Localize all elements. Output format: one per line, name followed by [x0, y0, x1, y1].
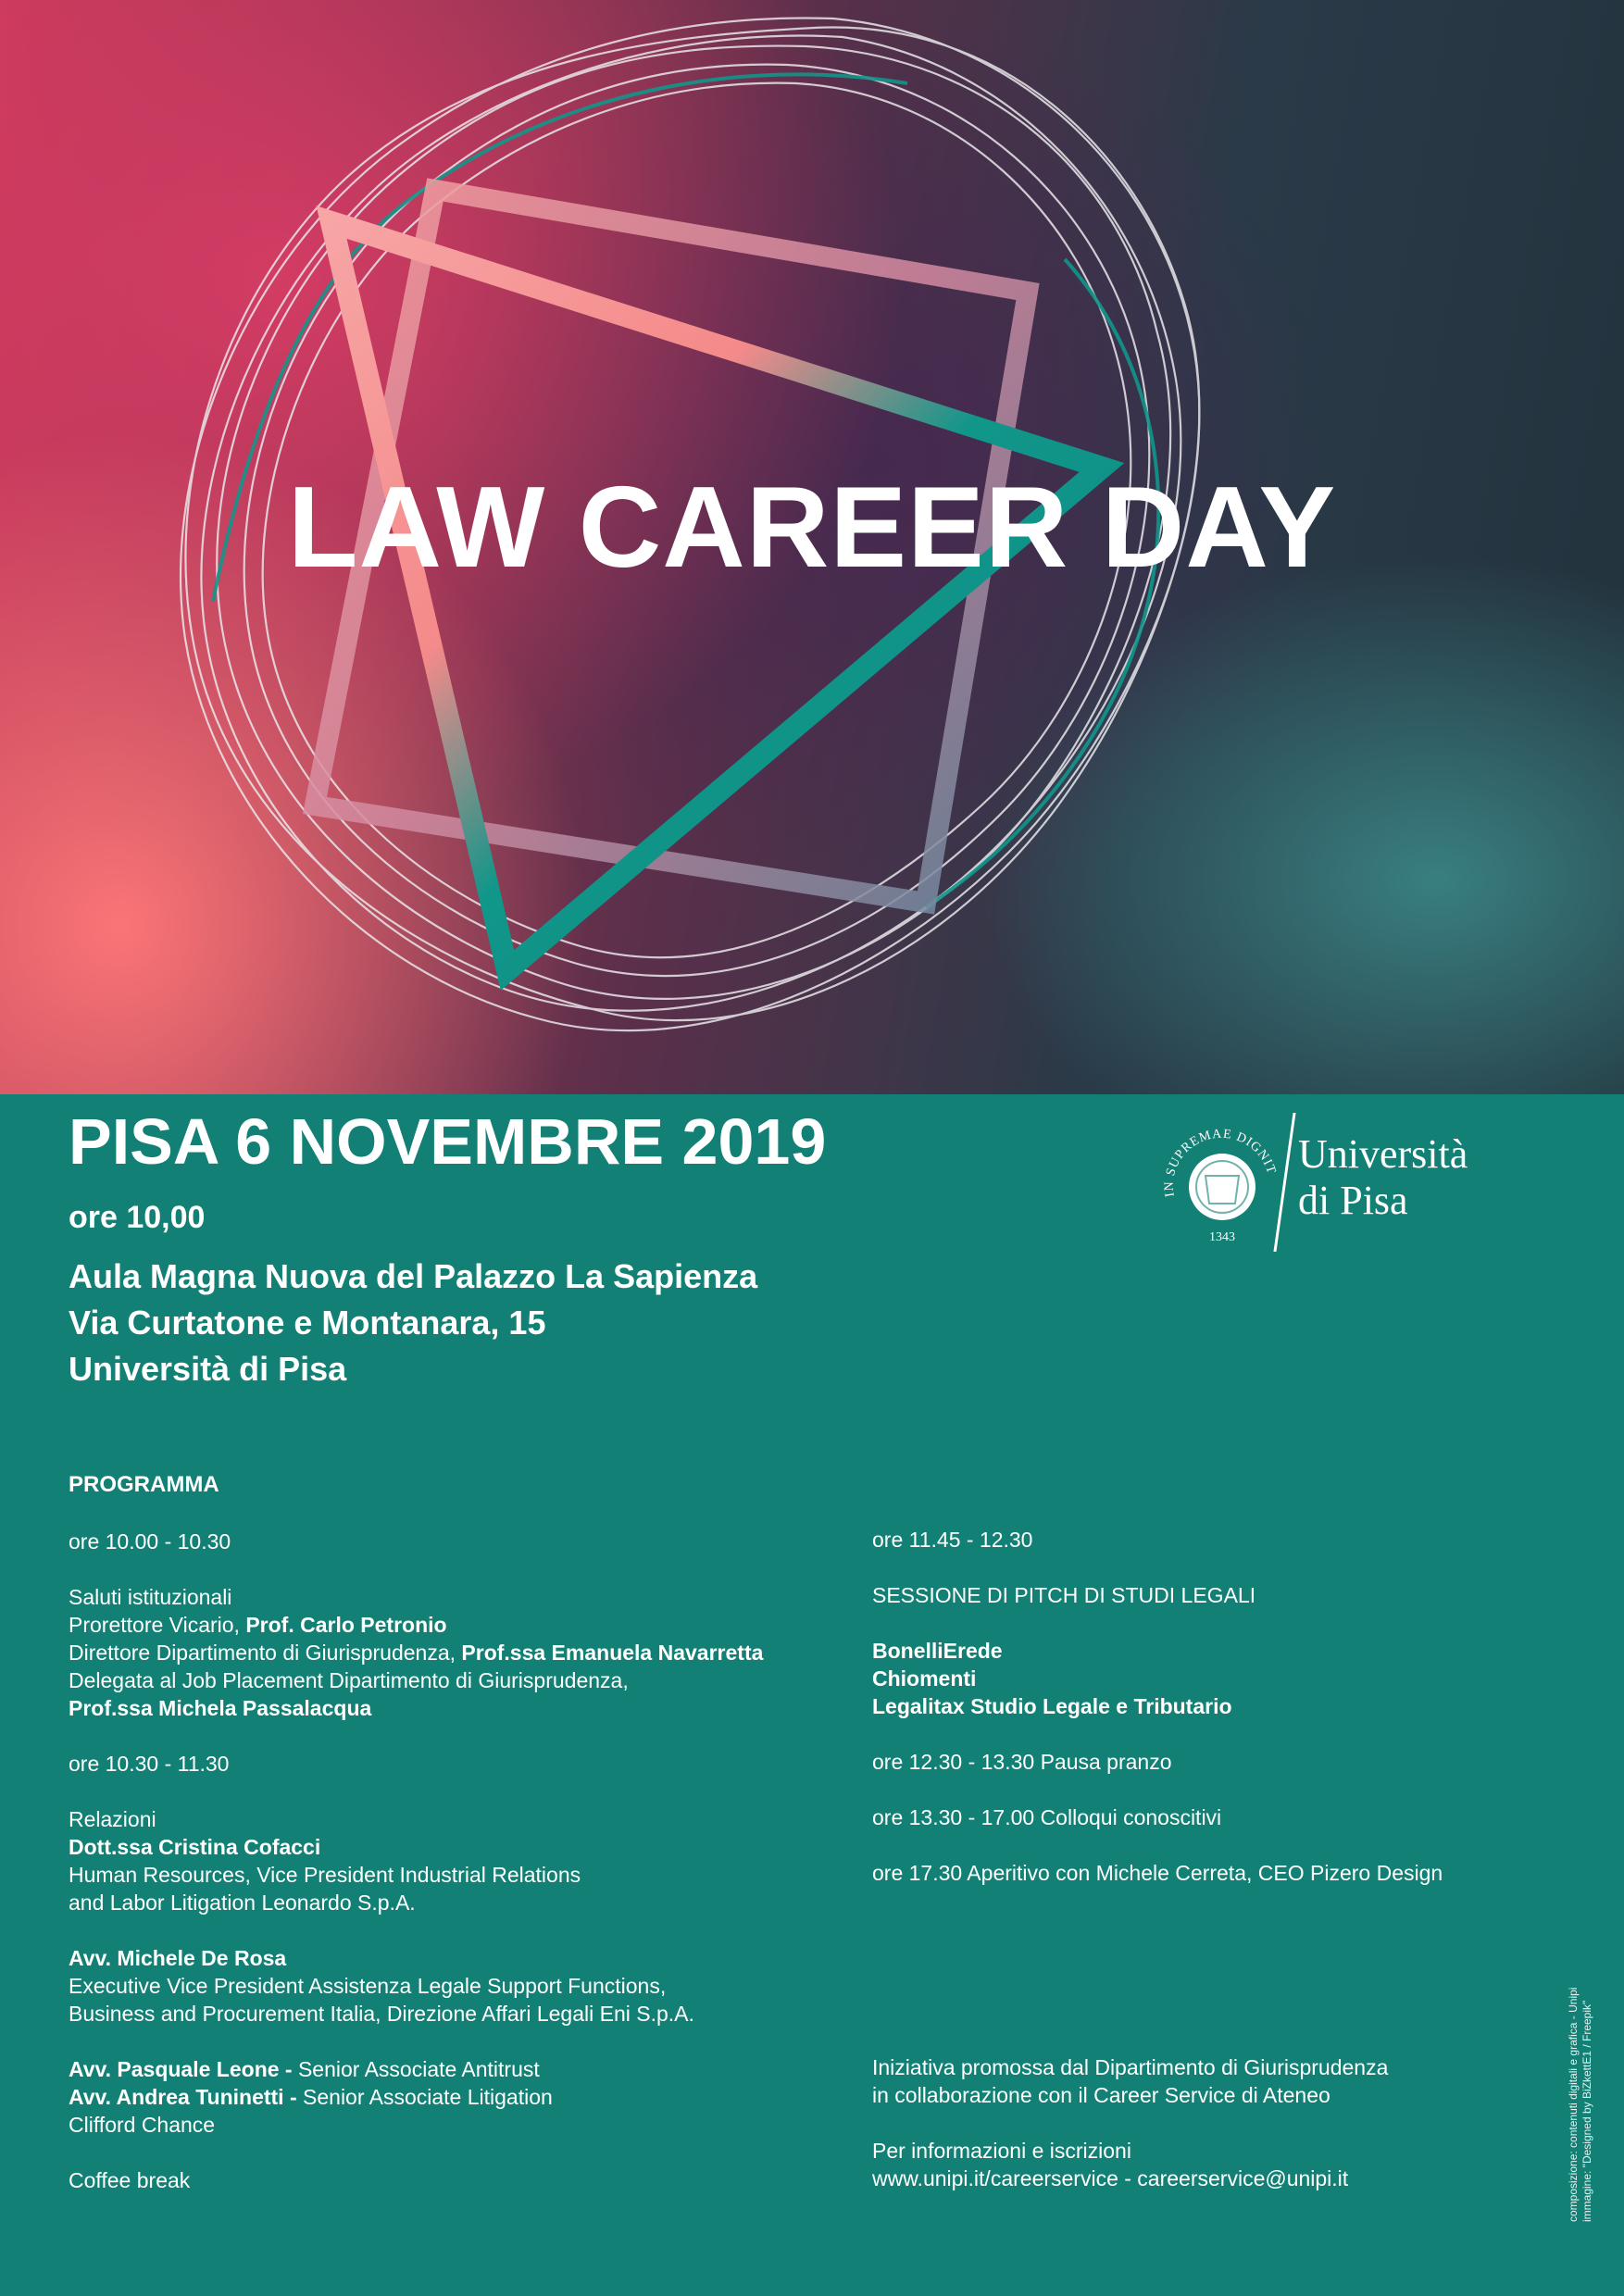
venue-line-3: Università di Pisa: [69, 1350, 347, 1388]
venue-line-2: Via Curtatone e Montanara, 15: [69, 1304, 546, 1341]
speaker-2-role-2: Business and Procurement Italia, Direzione Affari Legali Eni S.p.A.: [69, 2002, 694, 2026]
session-1-line-1: Prorettore Vicario, Prof. Carlo Petronio: [69, 1613, 447, 1637]
session-1-line-3: Delegata al Job Placement Dipartimento di Giurisprudenza,: [69, 1668, 629, 1692]
credits-line-1: composizione: contenuti digitali e grafica - Unipi: [1567, 1987, 1580, 2222]
seal-motto: IN SUPREMAE DIGNIT: [1162, 1127, 1279, 1198]
law-firm-2: Chiomenti: [872, 1666, 977, 1691]
interviews: ore 13.30 - 17.00 Colloqui conoscitivi: [872, 1805, 1222, 1829]
university-seal-icon: [1157, 1111, 1283, 1250]
event-time: ore 10,00: [69, 1200, 206, 1235]
seal-year: 1343: [1209, 1230, 1235, 1244]
session-1-title: Saluti istituzionali: [69, 1585, 232, 1609]
speaker-1-role-1: Human Resources, Vice President Industrial Relations: [69, 1863, 581, 1887]
lunch-break: ore 12.30 - 13.30 Pausa pranzo: [872, 1750, 1172, 1774]
speaker-4-firm: Clifford Chance: [69, 2113, 216, 2137]
session-1-time: ore 10.00 - 10.30: [69, 1529, 231, 1554]
speaker-1-role-2: and Labor Litigation Leonardo S.p.A.: [69, 1890, 416, 1915]
session-1-line-2: Direttore Dipartimento di Giurisprudenza, Prof.ssa Emanuela Navarretta: [69, 1641, 764, 1665]
speaker-4: Avv. Andrea Tuninetti - Senior Associate Litigation: [69, 2085, 553, 2109]
university-name-line-1: Università: [1298, 1131, 1468, 1177]
session-1-line-4: Prof.ssa Michela Passalacqua: [69, 1696, 372, 1720]
session-2-title: Relazioni: [69, 1807, 156, 1831]
session-2-time: ore 10.30 - 11.30: [69, 1752, 230, 1776]
speaker-2-role-1: Executive Vice President Assistenza Legale Support Functions,: [69, 1974, 667, 1998]
promo-line-2: in collaborazione con il Career Service di Ateneo: [872, 2083, 1330, 2107]
hero-banner: [0, 0, 1624, 1094]
university-name: [1298, 1131, 1468, 1224]
aperitivo: ore 17.30 Aperitivo con Michele Cerreta, CEO Pizero Design: [872, 1861, 1443, 1885]
session-3-title: SESSIONE DI PITCH DI STUDI LEGALI: [872, 1583, 1256, 1607]
speaker-2-name: Avv. Michele De Rosa: [69, 1946, 287, 1970]
university-logo: [1157, 1111, 1555, 1250]
session-3-time: ore 11.45 - 12.30: [872, 1528, 1033, 1552]
poster-title: LAW CAREER DAY: [287, 464, 1337, 592]
event-date: PISA 6 NOVEMBRE 2019: [69, 1105, 827, 1178]
program-heading: PROGRAMMA: [69, 1472, 219, 1497]
venue-line-1: Aula Magna Nuova del Palazzo La Sapienza: [69, 1257, 758, 1295]
law-firm-1: BonelliErede: [872, 1639, 1003, 1663]
credits-line-2: immagine: "Designed by BiZkettE1 / Freepik": [1580, 2000, 1593, 2222]
speaker-3: Avv. Pasquale Leone - Senior Associate Antitrust: [69, 2057, 540, 2081]
contact-link[interactable]: www.unipi.it/careerservice - careerservice@unipi.it: [872, 2166, 1349, 2190]
law-firm-3: Legalitax Studio Legale e Tributario: [872, 1694, 1232, 1718]
coffee-break: Coffee break: [69, 2168, 191, 2192]
promo-line-1: Iniziativa promossa dal Dipartimento di Giurisprudenza: [872, 2055, 1389, 2079]
image-credits: [1567, 1988, 1594, 2222]
info-label: Per informazioni e iscrizioni: [872, 2139, 1131, 2163]
university-name-line-2: di Pisa: [1298, 1178, 1408, 1223]
speaker-1-name: Dott.ssa Cristina Cofacci: [69, 1835, 321, 1859]
